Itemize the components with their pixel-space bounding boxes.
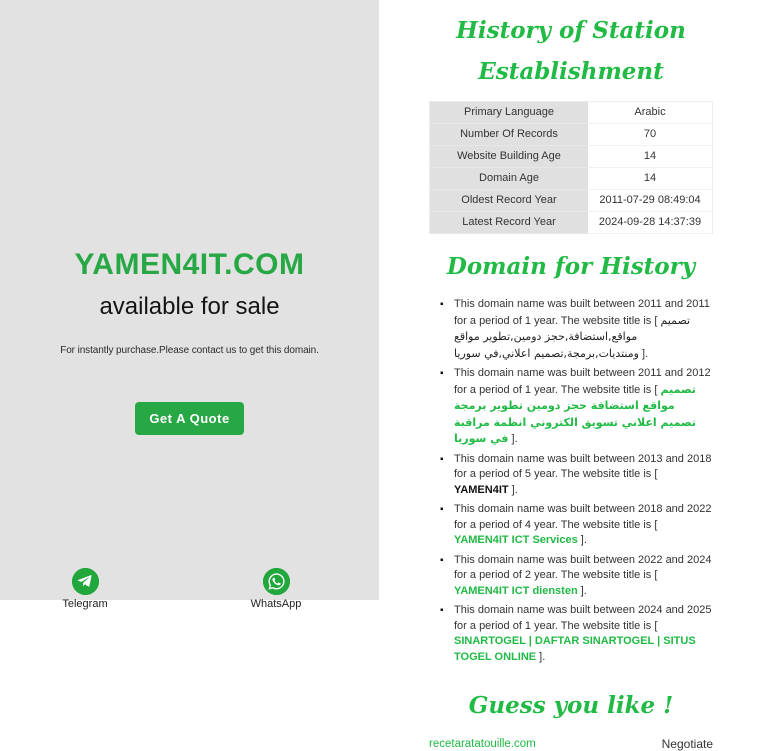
guess-you-like-heading: Guess you like ! xyxy=(468,692,674,720)
domain-history-heading: Domain for History xyxy=(446,252,696,280)
table-row xyxy=(430,101,713,123)
contact-icons-row xyxy=(0,568,379,628)
history-item-text: This domain name was built between 2022 and 2024 for a period of 2 year. The website title is [ xyxy=(454,553,712,582)
history-list xyxy=(429,297,713,665)
sale-panel xyxy=(0,0,379,610)
history-item-text: ]. xyxy=(536,650,546,663)
negotiate-link[interactable]: Negotiate xyxy=(661,736,713,751)
stat-value: 14 xyxy=(588,167,713,189)
stat-label: Primary Language xyxy=(430,101,589,123)
website-title-text: YAMEN4IT xyxy=(454,483,509,496)
purchase-note: For instantly purchase.Please contact us to get this domain. xyxy=(60,345,319,356)
history-item-text: ]. xyxy=(638,347,649,360)
table-row xyxy=(430,145,713,167)
history-item-text: This domain name was built between 2024 and 2025 for a period of 1 year. The website title is [ xyxy=(454,604,712,632)
stat-value: 2011-07-29 08:49:04 xyxy=(588,189,713,211)
stat-label: Oldest Record Year xyxy=(430,189,589,211)
website-title-link[interactable]: YAMEN4IT ICT Services xyxy=(454,534,578,547)
history-item xyxy=(440,553,713,600)
stat-value: 14 xyxy=(588,145,713,167)
whatsapp-contact[interactable] xyxy=(231,568,321,610)
for-sale-tagline: available for sale xyxy=(99,293,280,320)
get-a-quote-button[interactable]: Get A Quote xyxy=(135,402,243,435)
website-title-link[interactable]: YAMEN4IT ICT diensten xyxy=(454,584,578,597)
history-item-text: ]. xyxy=(577,534,587,547)
history-panel xyxy=(379,0,760,751)
stat-label: Domain Age xyxy=(430,167,589,189)
history-item-text: ]. xyxy=(508,483,518,496)
history-item-text: This domain name was built between 2013 and 2018 for a period of 5 year. The website title is [ xyxy=(454,452,712,481)
history-item xyxy=(440,502,713,549)
history-item-text: This domain name was built between 2011 and 2012 for a period of 1 year. The website title is [ xyxy=(454,367,711,396)
table-row xyxy=(430,211,713,233)
history-item-text: This domain name was built between 2011 and 2011 for a period of 1 year. The website title is [ xyxy=(454,298,710,327)
suggested-domain-link[interactable]: recetaratatouille.com xyxy=(429,737,536,750)
history-item-text: This domain name was built between 2018 and 2022 for a period of 4 year. The website title is [ xyxy=(454,503,712,531)
domain-name-title: YAMEN4IT.COM xyxy=(74,248,305,281)
whatsapp-icon[interactable] xyxy=(263,568,290,595)
website-title-link[interactable]: تصميم مواقع استضافة حجز دومين تطوير برمجة تصميم اعلاني تسويق الكتروني انظمة مراقبة في سوريا xyxy=(454,382,696,446)
stat-label: Latest Record Year xyxy=(430,211,589,233)
stat-value: Arabic xyxy=(588,101,713,123)
stat-label: Number Of Records xyxy=(430,123,589,145)
stat-value: 2024-09-28 14:37:39 xyxy=(588,211,713,233)
history-item xyxy=(440,297,713,362)
establishment-heading: History of Station Establishment xyxy=(456,17,686,86)
website-title-text: تصميم مواقع,استضافة,حجز دومين,تطوير مواقع ومنتديات,برمجة,تصميم اعلاني,في سوريا xyxy=(454,313,691,360)
history-item xyxy=(440,603,713,665)
telegram-icon[interactable] xyxy=(72,568,99,595)
table-row xyxy=(430,123,713,145)
footer-links-row xyxy=(429,737,713,751)
telegram-label: Telegram xyxy=(62,598,108,610)
history-item xyxy=(440,452,713,499)
whatsapp-label: WhatsApp xyxy=(250,598,302,610)
stat-value: 70 xyxy=(588,123,713,145)
stat-label: Website Building Age xyxy=(430,145,589,167)
history-item-text: ]. xyxy=(508,433,518,446)
telegram-contact[interactable] xyxy=(40,568,130,610)
history-item-text: ]. xyxy=(577,584,587,597)
website-title-link[interactable]: SINARTOGEL | DAFTAR SINARTOGEL | SITUS TOGEL ONLINE xyxy=(454,635,696,663)
domain-stats-table xyxy=(429,101,713,234)
table-row xyxy=(430,189,713,211)
table-row xyxy=(430,167,713,189)
history-item xyxy=(440,366,713,448)
